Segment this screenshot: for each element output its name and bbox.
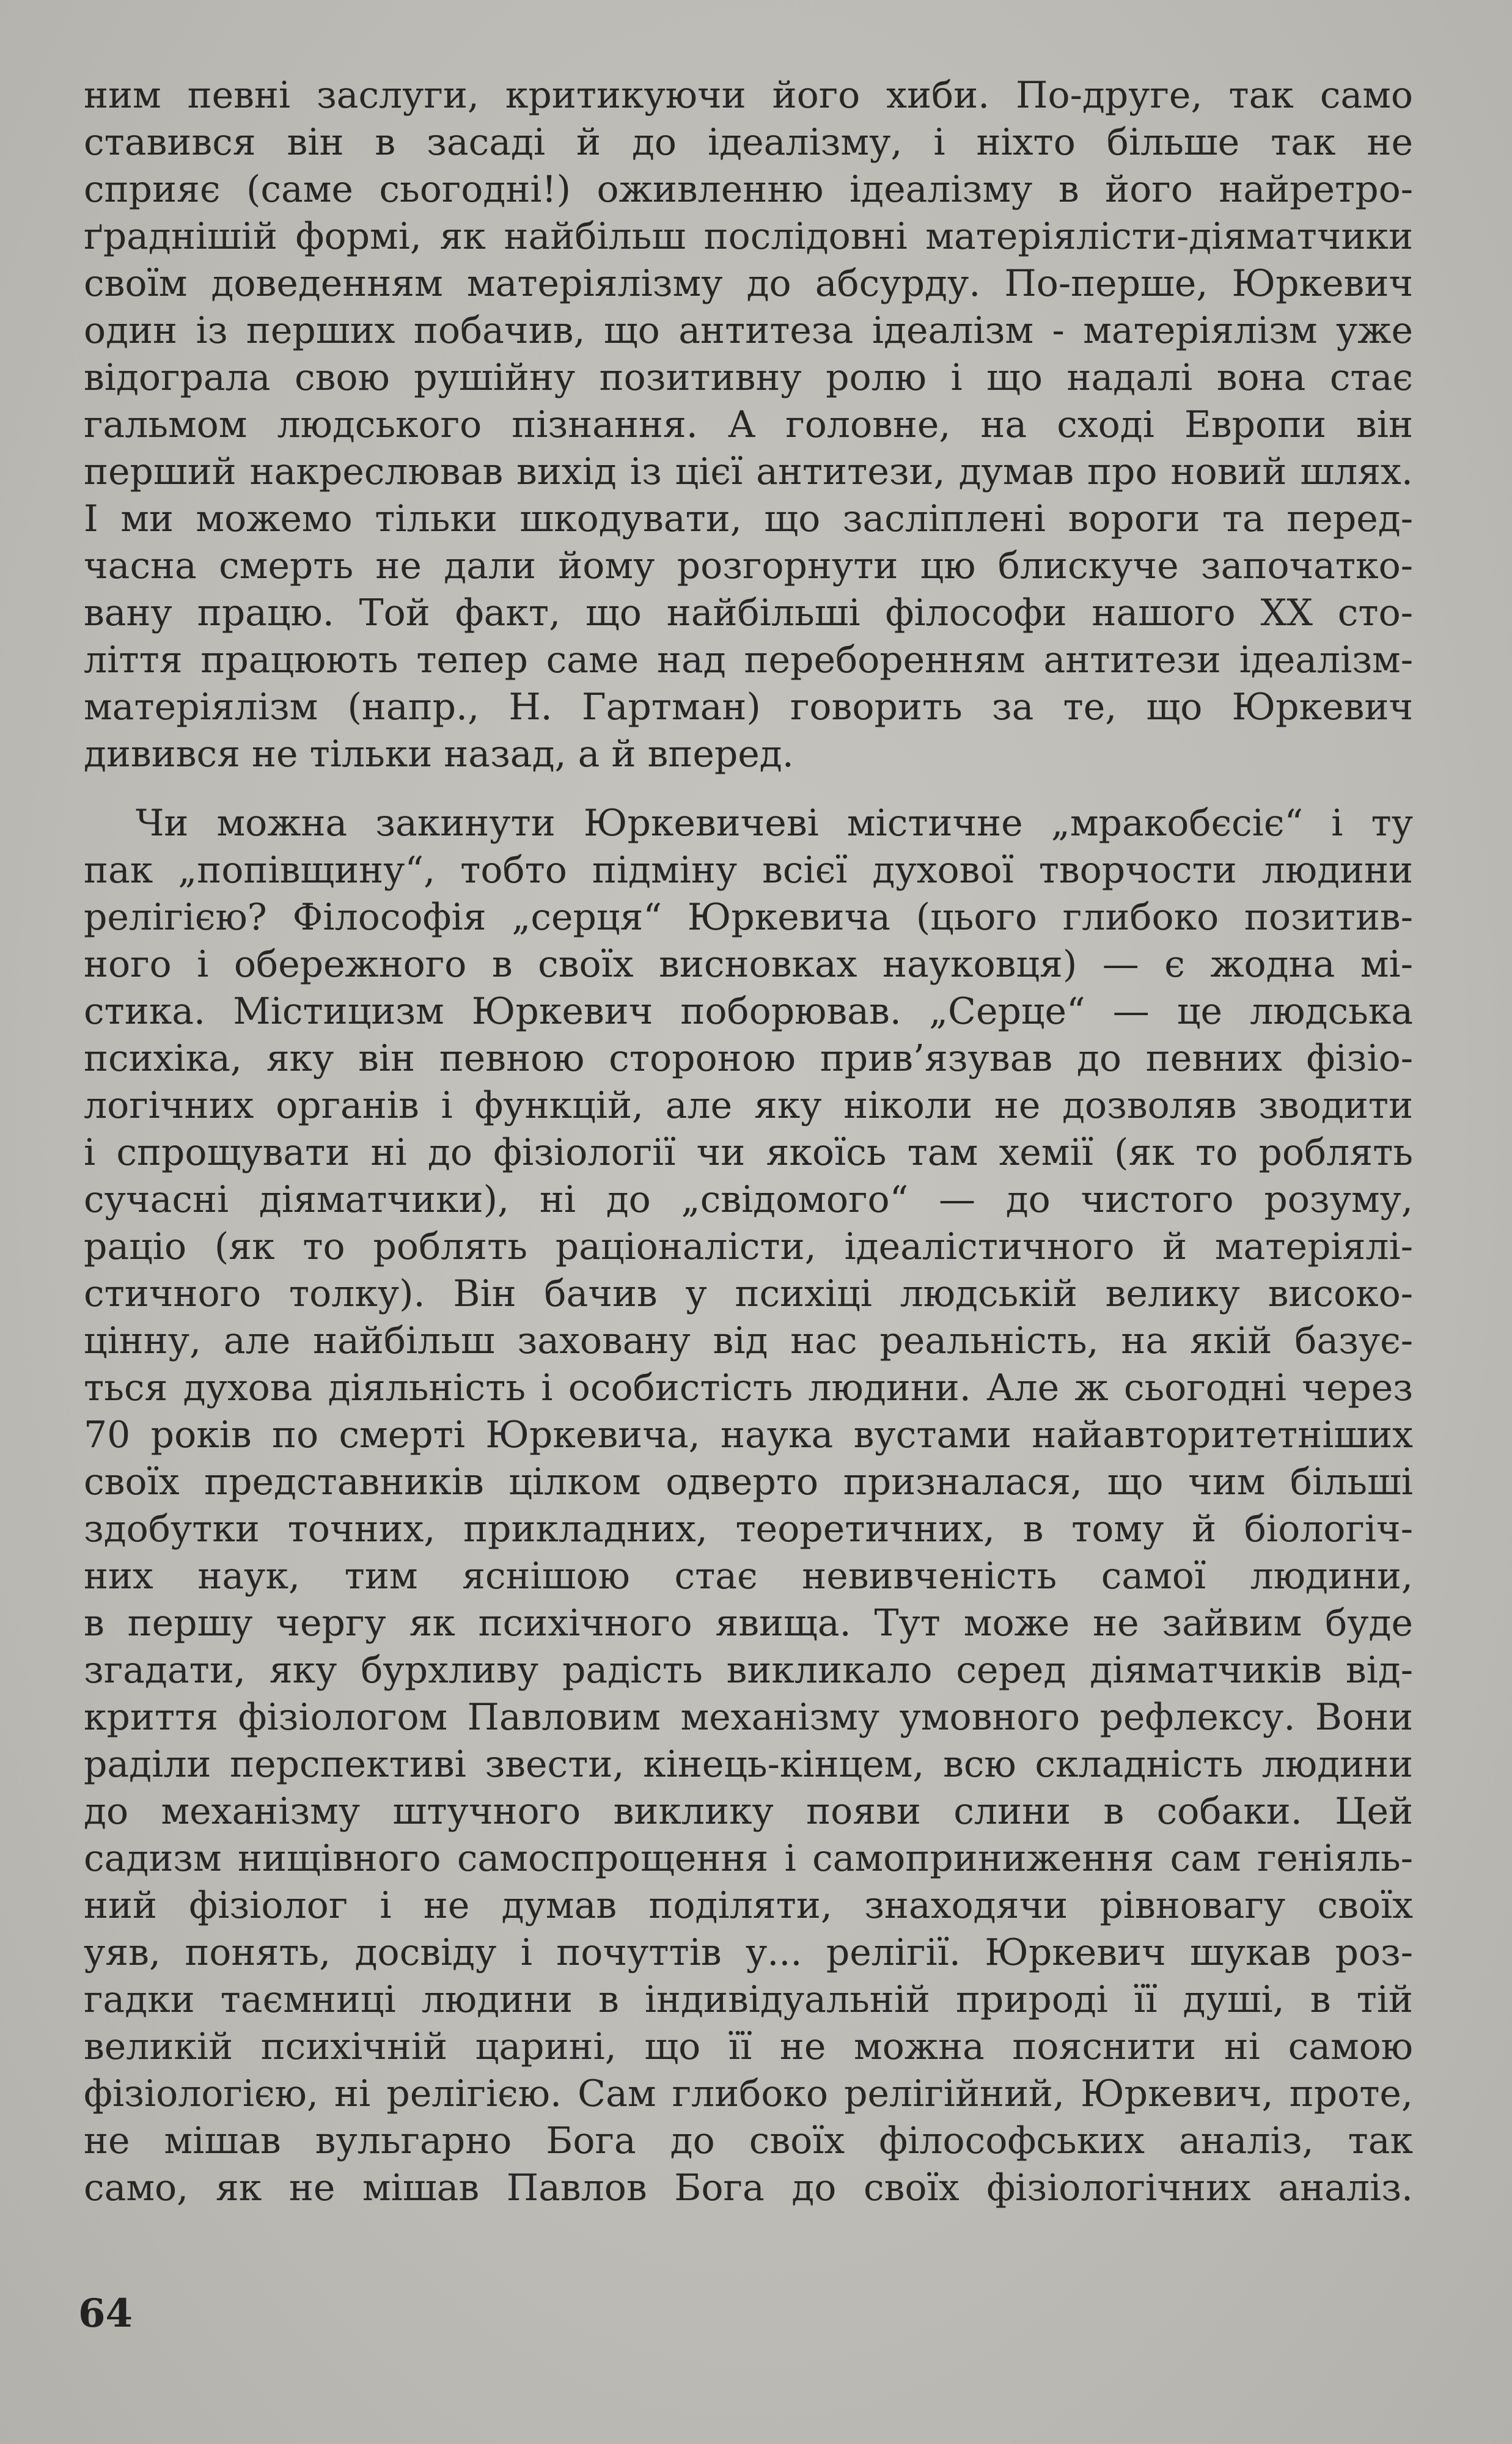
text-line: і спрощувати ні до фізіології чи якоїсь там хемії (як то роблять (84, 1131, 1413, 1174)
text-line: І ми можемо тільки шкодувати, що засліплені вороги та перед- (84, 497, 1413, 540)
text-line: раділи перспективі звести, кінець-кінцем, всю складність людини (84, 1743, 1413, 1786)
text-line: психіка, яку він певною стороною прив’язував до певних фізіо- (84, 1037, 1413, 1080)
text-line: своїх представників цілком одверто призналася, що чим більші (84, 1461, 1413, 1503)
text-line: часна смерть не дали йому розгорнути цю блискуче започатко- (84, 545, 1413, 587)
text-line: ставився він в засаді й до ідеалізму, і ніхто більше так не (84, 121, 1413, 164)
text-line: ного і обережного в своїх висновках науковця) — є жодна мі- (84, 943, 1413, 986)
text-line: ліття працюють тепер саме над переборенням антитези ідеалізм- (84, 639, 1413, 681)
text-line: до механізму штучного виклику появи слини в собаки. Цей (84, 1790, 1413, 1833)
text-line: здобутки точних, прикладних, теоретичних, в тому й біологіч- (84, 1508, 1413, 1550)
page-number: 64 (78, 2291, 133, 2336)
text-line: пак „попівщину“, тобто підміну всієї духової творчости людини (84, 849, 1413, 892)
text-line: в першу чергу як психічного явища. Тут може не зайвим буде (84, 1602, 1413, 1645)
text-line: ться духова діяльність і особистість людини. Але ж сьогодні через (84, 1367, 1413, 1409)
text-line: логічних органів і функцій, але яку ніколи не дозволяв зводити (84, 1084, 1413, 1127)
text-line: Чи можна закинути Юркевичеві містичне „мракобєсіє“ і ту (136, 802, 1413, 845)
paragraph (84, 800, 1413, 2212)
body-text (84, 72, 1413, 2212)
text-line: 70 років по смерті Юркевича, наука вустами найавторитетніших (84, 1414, 1413, 1456)
text-line: само, як не мішав Павлов Бога до своїх фізіологічних аналіз. (84, 2167, 1413, 2209)
text-line: великій психічній царині, що її не можна пояснити ні самою (84, 2025, 1413, 2068)
text-line: не мішав вульгарно Бога до своїх філософських аналіз, так (84, 2119, 1413, 2162)
text-line: стичного толку). Він бачив у психіці людській велику високо- (84, 1272, 1413, 1315)
text-line: раціо (як то роблять раціоналісти, ідеалістичного й матеріялі- (84, 1225, 1413, 1268)
text-line: криття фізіологом Павловим механізму умовного рефлексу. Вони (84, 1696, 1413, 1739)
text-line: гальмом людського пізнання. А головне, на сході Европи він (84, 403, 1413, 446)
text-line: ний фізіолог і не думав поділяти, знаходячи рівновагу своїх (84, 1884, 1413, 1927)
text-line: перший накреслював вихід із цієї антитези, думав про новий шлях. (84, 450, 1413, 493)
text-line: відограла свою рушійну позитивну ролю і що надалі вона стає (84, 356, 1413, 399)
text-line: ним певні заслуги, критикуючи його хиби. По-друге, так само (84, 74, 1413, 117)
text-line: один із перших побачив, що антитеза ідеалізм - матеріялізм уже (84, 309, 1413, 352)
text-line: ґраднішій формі, як найбільш послідовні матеріялісти-діяматчики (84, 215, 1413, 258)
text-line: гадки таємниці людини в індивідуальній природі її душі, в тій (84, 1978, 1413, 2021)
text-line: сучасні діяматчики), ні до „свідомого“ — до чистого розуму, (84, 1178, 1413, 1221)
text-line: стика. Містицизм Юркевич поборював. „Серце“ — це людська (84, 990, 1413, 1033)
text-line: своїм доведенням матеріялізму до абсурду. По-перше, Юркевич (84, 262, 1413, 305)
text-line: фізіологією, ні релігією. Сам глибоко релігійний, Юркевич, проте, (84, 2072, 1413, 2115)
text-line: садизм нищівного самоспрощення і самоприниження сам геніяль- (84, 1837, 1413, 1880)
text-line: сприяє (саме сьогодні!) оживленню ідеалізму в його найретро- (84, 168, 1413, 211)
paragraph-gap (84, 778, 1413, 800)
text-line: матеріялізм (напр., Н. Гартман) говорить за те, що Юркевич (84, 686, 1413, 728)
text-line: цінну, але найбільш заховану від нас реальність, на якій базує- (84, 1319, 1413, 1362)
text-line: релігією? Філософія „серця“ Юркевича (цього глибоко позитив- (84, 896, 1413, 939)
text-line: згадати, яку бурхливу радість викликало серед діяматчиків від- (84, 1649, 1413, 1692)
text-line: дивився не тільки назад, а й вперед. (84, 733, 794, 776)
text-line: них наук, тим яснішою стає невивченість самої людини, (84, 1555, 1413, 1598)
paragraph (84, 72, 1413, 778)
text-line: уяв, понять, досвіду і почуттів у... релігії. Юркевич шукав роз- (84, 1931, 1413, 1974)
text-line: вану працю. Той факт, що найбільші філософи нашого XX сто- (84, 592, 1413, 634)
